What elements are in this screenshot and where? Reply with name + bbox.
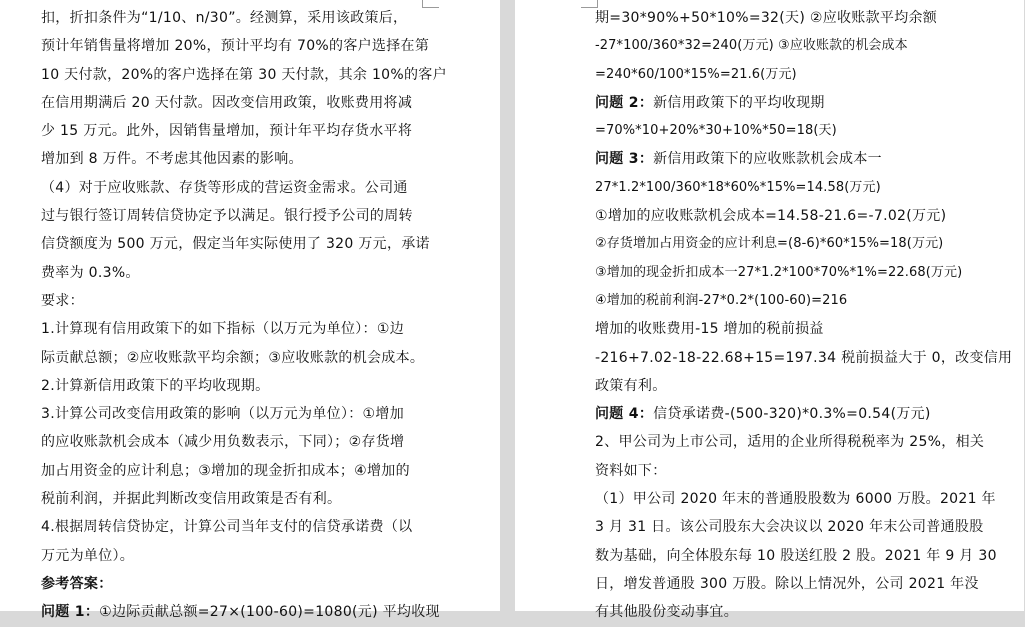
text-line: 参考答案： [41,575,113,592]
question-text: 新信用政策下的平均收现期 [653,94,825,111]
text-line: 期=30*90%+50*10%=32(天) ②应收账款平均余额 [595,10,938,26]
text-line [595,400,1025,428]
text-line: 预计年销售量将增加 20%，预计平均有 70%的客户选择在第 [41,38,430,55]
question-text: ①边际贡献总额=27×(100-60)=1080(元) 平均收现 [99,604,440,621]
text-line [595,145,1025,173]
text-line: （1）甲公司 2020 年末的普通股股数为 6000 万股。2021 年 [595,491,996,508]
text-line: ③增加的现金折扣成本一27*1.2*100*70%*1%=22.68(万元) [595,264,963,280]
text-line: 10 天付款，20%的客户选择在第 30 天付款，其余 10%的客户 [41,66,447,83]
text-line: 3 月 31 日。该公司股东大会决议以 2020 年末公司普通股股 [595,519,984,536]
text-line: 税前利润，并据此判断改变信用政策是否有利。 [41,491,342,508]
document-page-left [0,0,500,621]
text-line: 27*1.2*100/360*18*60%*15%=14.58(万元) [595,179,881,195]
text-line: 万元为单位）。 [41,547,135,564]
text-line: ①增加的应收账款机会成本=14.58-21.6=-7.02(万元) [595,208,947,225]
text-line: -216+7.02-18-22.68+15=197.34 税前损益大于 0，改变信用 [595,349,1013,366]
text-line: ②存货增加占用资金的应计利息=(8-6)*60*15%=18(万元) [595,236,944,252]
text-line: 际贡献总额；②应收账款平均余额；③应收账款的机会成本。 [41,349,425,366]
text-line: =70%*10+20%*30+10%*50=18(天) [595,123,837,139]
text-line: 有其他股份变动事宜。 [595,604,738,621]
text-line: 1.计算现有信用政策下的如下指标（以万元为单位）：①边 [41,321,405,338]
text-line: （4）对于应收账款、存货等形成的营运资金需求。公司通 [41,179,408,196]
document-page-right [515,0,1024,621]
left-page-text [41,4,447,627]
question-text: 信贷承诺费-(500-320)*0.3%=0.54(万元) [653,406,931,423]
text-line: 在信用期满后 20 天付款。因改变信用政策，收账费用将减 [41,94,413,111]
text-line: 4.根据周转信贷协定，计算公司当年支付的信贷承诺费（以 [41,519,413,536]
text-line [595,89,1025,117]
text-line: 信贷额度为 500 万元，假定当年实际使用了 320 万元，承诺 [41,236,430,253]
text-line: 少 15 万元。此外，因销售量增加，预计年平均存货水平将 [41,123,413,140]
text-line: 加占用资金的应计利息；③增加的现金折扣成本；④增加的 [41,462,410,479]
text-line: 2.计算新信用政策下的平均收现期。 [41,377,270,394]
text-line: -27*100/360*32=240(万元) ③应收账款的机会成本 [595,38,908,54]
text-line: 增加的收账费用-15 增加的税前损益 [595,321,824,338]
text-line: 数为基础，向全体股东每 10 股送红股 2 股。2021 年 9 月 30 [595,547,997,564]
text-line: 过与银行签订周转信贷协定予以满足。银行授予公司的周转 [41,208,413,225]
text-line: 2、甲公司为上市公司，适用的企业所得税税率为 25%，相关 [595,434,985,451]
question-heading: 问题 1： [41,604,100,621]
question-heading: 问题 4： [595,406,654,423]
question-heading: 问题 2： [595,94,654,111]
text-line [41,598,440,626]
text-line: 扣，折扣条件为“1/10、n/30”。经测算，采用该政策后， [41,10,408,26]
text-line: 的应收账款机会成本（减少用负数表示，下同）；②存货增 [41,434,405,451]
text-line: 费率为 0.3%。 [41,264,140,281]
text-line: 增加到 8 万件。不考虑其他因素的影响。 [41,151,303,168]
text-line: 资料如下： [595,462,667,479]
right-page-text [595,4,1025,627]
text-line: ④增加的税前利润-27*0.2*(100-60)=216 [595,292,848,308]
text-line: 日，增发普通股 300 万股。除以上情况外，公司 2021 年没 [595,575,979,592]
text-line: 3.计算公司改变信用政策的影响（以万元为单位）：①增加 [41,406,405,423]
question-heading: 问题 3： [595,151,654,168]
text-line: 要求： [41,292,84,309]
text-line: =240*60/100*15%=21.6(万元) [595,66,797,82]
question-text: 新信用政策下的应收账款机会成本一 [653,151,882,168]
text-line: 政策有利。 [595,377,667,394]
